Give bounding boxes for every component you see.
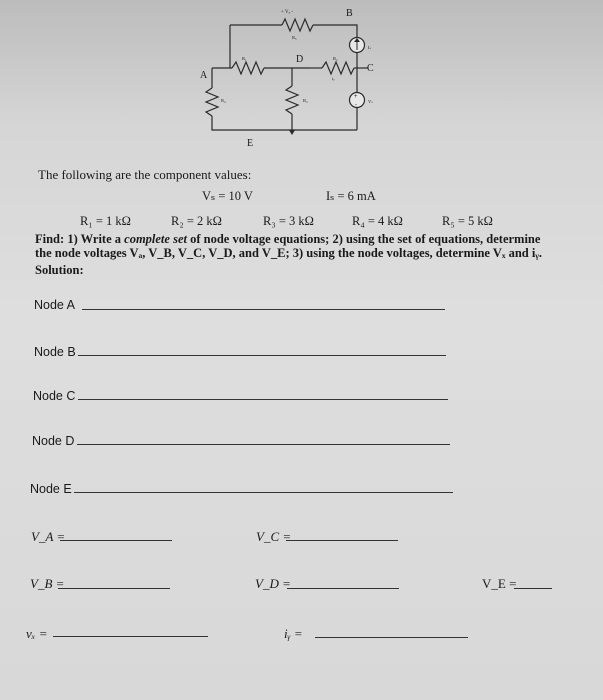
answer-ve-line[interactable]	[514, 588, 552, 589]
label-r1: R₁	[242, 56, 247, 61]
answer-vx-label: vₓ =	[26, 626, 48, 641]
answer-vc-label: V_C =	[256, 529, 292, 544]
node-label-c: C	[367, 63, 374, 74]
value-r2: R₂ = 2 kΩ	[171, 214, 222, 228]
label-is: Iₛ	[368, 45, 372, 50]
node-e-line[interactable]	[74, 492, 453, 493]
find-text-a: 1) Write a	[64, 232, 125, 246]
component-values-intro: The following are the component values:	[38, 167, 252, 182]
resistor-r3	[286, 86, 298, 114]
node-c-label: Node C	[33, 389, 76, 403]
answer-vb-line[interactable]	[58, 588, 170, 589]
answer-vb-label: V_B =	[30, 576, 65, 591]
node-a-label: Node A	[34, 298, 76, 312]
label-r2: R₂	[333, 56, 338, 61]
wire-left-bottom	[212, 116, 357, 130]
resistor-r2	[322, 62, 354, 74]
answer-vc-line[interactable]	[286, 540, 398, 541]
resistor-r5	[282, 19, 313, 31]
value-vs: Vₛ = 10 V	[202, 189, 253, 203]
circuit-diagram	[0, 0, 603, 160]
label-r5: R₅	[292, 35, 297, 40]
answer-va-label: V_A =	[31, 529, 66, 544]
node-d-label: Node D	[32, 434, 75, 448]
svg-text:+: +	[354, 94, 358, 100]
node-label-d: D	[296, 54, 304, 65]
problem-statement	[35, 232, 555, 260]
label-r4: R₄	[221, 98, 226, 103]
wire-top-right	[313, 25, 357, 37]
value-r3: R₃ = 3 kΩ	[263, 214, 314, 228]
find-emphasis: complete set	[124, 232, 187, 246]
node-e-label: Node E	[30, 482, 72, 496]
svg-text:-: -	[355, 102, 357, 108]
node-label-a: A	[200, 70, 208, 81]
value-r5: R₅ = 5 kΩ	[442, 214, 493, 228]
find-label: Find:	[35, 232, 65, 246]
answer-vx-line[interactable]	[53, 636, 208, 637]
answer-va-line[interactable]	[60, 540, 172, 541]
label-r3: R₃	[303, 98, 308, 103]
answer-iy-label: iᵧ =	[284, 626, 303, 641]
label-iy: iᵧ	[332, 76, 335, 81]
value-is: Iₛ = 6 mA	[326, 189, 376, 203]
solution-heading: Solution:	[35, 263, 84, 277]
resistor-r1	[232, 62, 264, 74]
node-b-line[interactable]	[78, 355, 446, 356]
value-r4: R₄ = 4 kΩ	[352, 214, 403, 228]
node-a-line[interactable]	[82, 309, 445, 310]
value-r1: R₁ = 1 kΩ	[80, 214, 131, 228]
find-text-b: of node voltage equations; 2) using the set of equations, determine the node voltages Vₐ, V_B, V_C, V_D, and V_E; 3) using the node voltages, determine Vₓ and iᵧ.	[35, 232, 542, 260]
label-vx: + Vₓ -	[281, 10, 293, 15]
node-label-b: B	[346, 8, 353, 19]
answer-iy-line[interactable]	[315, 637, 468, 638]
node-d-line[interactable]	[77, 444, 450, 445]
node-c-line[interactable]	[78, 399, 448, 400]
label-vs: Vₛ	[368, 99, 373, 104]
resistor-r4	[206, 88, 218, 116]
node-label-e: E	[247, 138, 254, 149]
node-b-label: Node B	[34, 345, 76, 359]
answer-vd-line[interactable]	[287, 588, 399, 589]
answer-ve-label: V_E =	[482, 576, 517, 591]
answer-vd-label: V_D =	[255, 576, 291, 591]
